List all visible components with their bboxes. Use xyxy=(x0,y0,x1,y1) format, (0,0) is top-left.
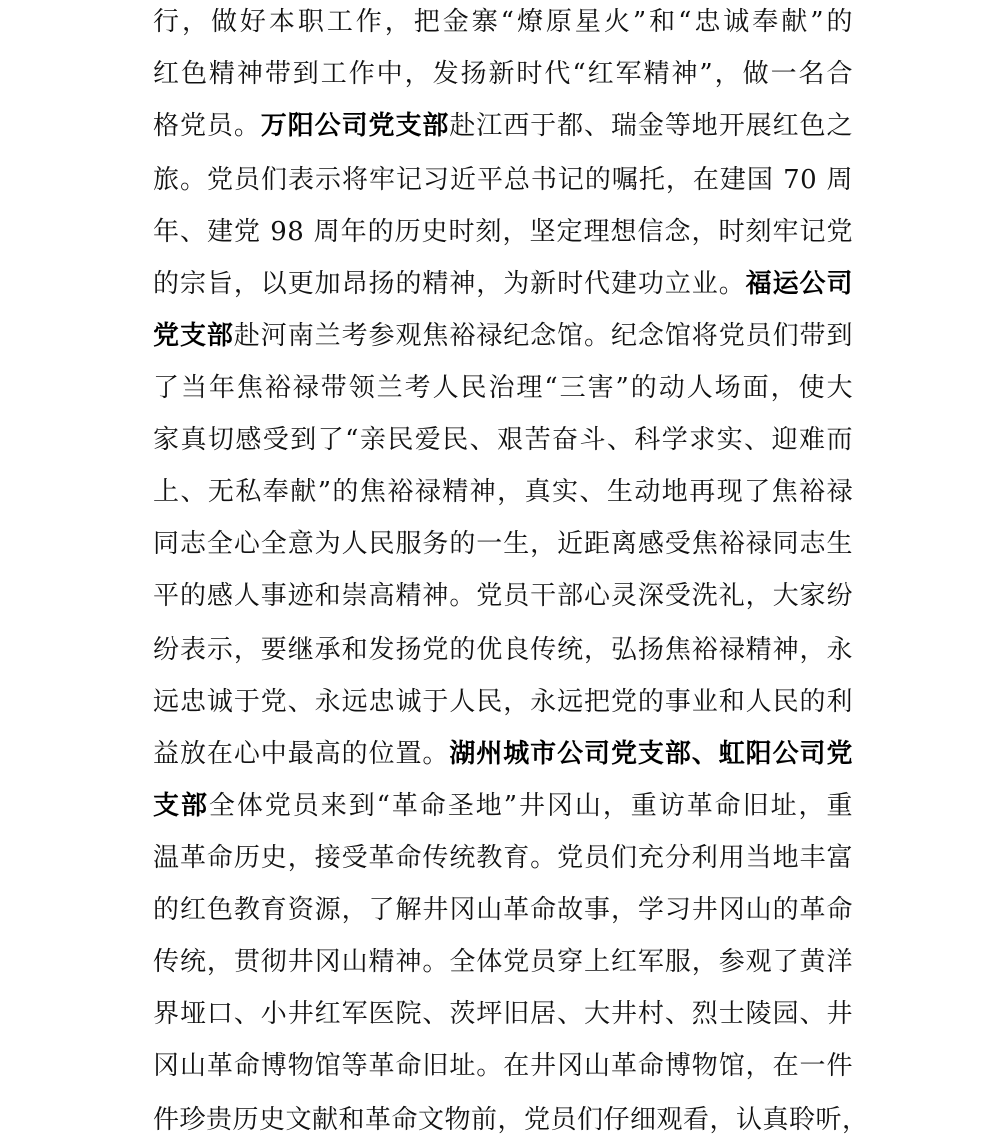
text-run: 赴江西于都、瑞金等地开展红色之 xyxy=(449,111,853,141)
text-run: 平的感人事迹和崇高精神。党员干部心灵深受洗礼，大家纷 xyxy=(153,581,853,611)
bold-org-name: 党支部 xyxy=(153,321,234,351)
text-run: 的宗旨，以更加昂扬的精神，为新时代建功立业。 xyxy=(153,269,746,299)
text-line xyxy=(153,100,853,152)
text-line xyxy=(153,310,853,362)
bold-org-name: 福运公司 xyxy=(745,269,853,299)
text-run: 益放在心中最高的位置。 xyxy=(153,739,450,769)
text-line xyxy=(153,676,853,728)
text-run: 年、建党 98 周年的历史时刻，坚定理想信念，时刻牢记党 xyxy=(153,217,853,247)
text-run: 格党员。 xyxy=(153,111,261,141)
text-line xyxy=(153,258,853,310)
text-run: 同志全心全意为人民服务的一生，近距离感受焦裕禄同志生 xyxy=(153,529,853,559)
text-line xyxy=(153,832,853,884)
text-run: 行，做好本职工作，把金寨“燎原星火”和“忠诚奉献”的 xyxy=(153,7,853,37)
text-run: 上、无私奉献”的焦裕禄精神，真实、生动地再现了焦裕禄 xyxy=(153,477,853,507)
text-run: 传统，贯彻井冈山精神。全体党员穿上红军服，参观了黄洋 xyxy=(153,947,853,977)
text-line xyxy=(153,936,853,988)
bold-org-name: 支部 xyxy=(153,791,209,821)
text-line xyxy=(153,570,853,622)
text-run: 纷表示，要继承和发扬党的优良传统，弘扬焦裕禄精神，永 xyxy=(153,635,853,665)
text-run: 界垭口、小井红军医院、茨坪旧居、大井村、烈士陵园、井 xyxy=(153,999,853,1029)
text-run: 温革命历史，接受革命传统教育。党员们充分利用当地丰富 xyxy=(153,843,853,873)
text-line xyxy=(153,414,853,466)
text-run: 红色精神带到工作中，发扬新时代“红军精神”，做一名合 xyxy=(153,59,853,89)
text-run: 了当年焦裕禄带领兰考人民治理“三害”的动人场面，使大 xyxy=(153,373,853,403)
text-run: 旅。党员们表示将牢记习近平总书记的嘱托，在建国 70 周 xyxy=(153,165,853,195)
text-run: 件珍贵历史文献和革命文物前，党员们仔细观看，认真聆听， xyxy=(153,1105,869,1135)
text-line xyxy=(153,728,853,780)
text-line xyxy=(153,988,853,1040)
text-line xyxy=(153,0,853,48)
text-line xyxy=(153,884,853,936)
text-line xyxy=(153,362,853,414)
text-run: 远忠诚于党、永远忠诚于人民，永远把党的事业和人民的利 xyxy=(153,687,853,717)
text-run: 全体党员来到“革命圣地”井冈山，重访革命旧址，重 xyxy=(208,791,853,821)
bold-org-name: 万阳公司党支部 xyxy=(260,111,450,141)
text-line xyxy=(153,466,853,518)
text-line xyxy=(153,780,853,832)
text-line xyxy=(153,1040,853,1092)
text-run: 家真切感受到了“亲民爱民、艰苦奋斗、科学求实、迎难而 xyxy=(153,425,853,455)
text-line xyxy=(153,206,853,258)
text-run: 的红色教育资源，了解井冈山革命故事，学习井冈山的革命 xyxy=(153,895,853,925)
text-line xyxy=(153,154,853,206)
text-line xyxy=(153,624,853,676)
text-line xyxy=(153,48,853,100)
text-run: 赴河南兰考参观焦裕禄纪念馆。纪念馆将党员们带到 xyxy=(233,321,853,351)
text-run: 冈山革命博物馆等革命旧址。在井冈山革命博物馆，在一件 xyxy=(153,1051,853,1081)
text-line xyxy=(153,518,853,570)
bold-org-name: 湖州城市公司党支部、虹阳公司党 xyxy=(449,739,853,769)
text-line xyxy=(153,1094,869,1146)
